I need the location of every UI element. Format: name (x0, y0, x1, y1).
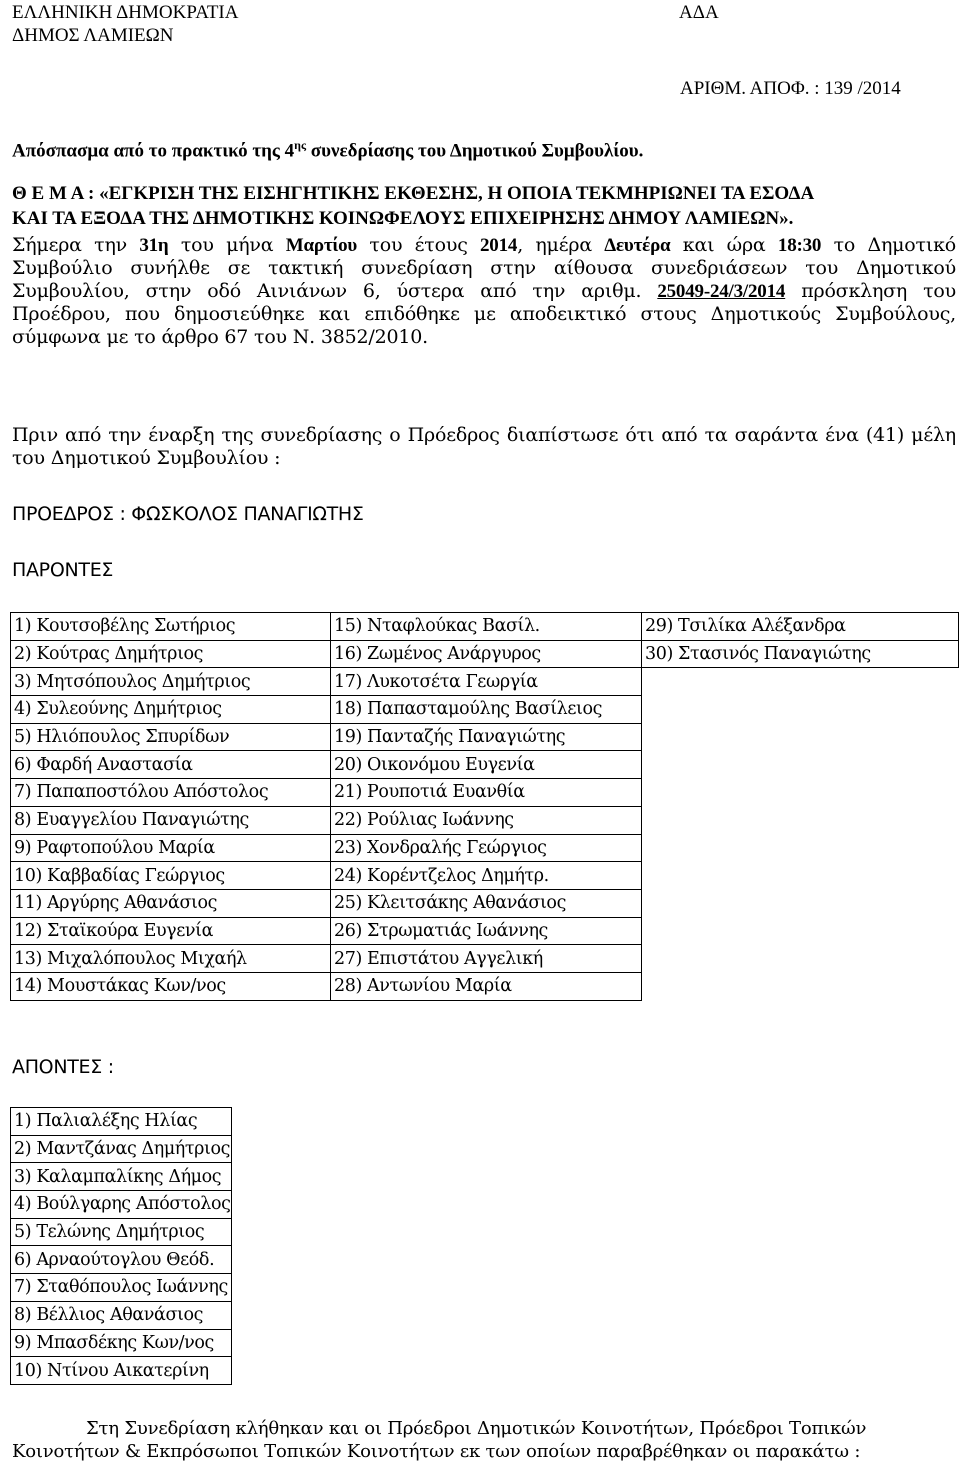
present-member-cell (642, 668, 959, 696)
ada-label: ΑΔΑ (679, 2, 719, 23)
present-member-cell: 17) Λυκοτσέτα Γεωργία (331, 668, 642, 696)
present-member-cell: 18) Παπασταμούλης Βασίλειος (331, 696, 642, 724)
present-member-cell: 26) Στρωματιάς Ιωάννης (331, 917, 642, 945)
excerpt-rest: συνεδρίασης του Δημοτικού Συμβουλίου. (310, 140, 644, 162)
absent-member-cell: 9) Μπασδέκης Κων/νος (11, 1329, 232, 1357)
footer-line-2: Κοινοτήτων & Εκπρόσωποι Τοπικών Κοινοτήτων εκ των οποίων παραβρέθηκαν οι παρακάτω : (12, 1441, 861, 1462)
present-member-cell: 12) Σταϊκούρα Ευγενία (11, 917, 331, 945)
quorum-paragraph (12, 424, 956, 470)
present-member-cell: 30) Στασινός Παναγιώτης (642, 640, 959, 668)
footer-line-1: Στη Συνεδρίαση κλήθηκαν και οι Πρόεδροι Δημοτικών Κοινοτήτων, Πρόεδροι Τοπικών (86, 1418, 867, 1439)
subject-line-2: ΚΑΙ ΤΑ ΕΞΟΔΑ ΤΗΣ ΔΗΜΟΤΙΚΗΣ ΚΟΙΝΩΦΕΛΟΥΣ ΕΠΙΧΕΙΡΗΣΗΣ ΔΗΜΟΥ ΛΑΜΙΕΩΝ». (12, 208, 794, 229)
present-row (11, 862, 959, 890)
present-member-cell: 2) Κούτρας Δημήτριος (11, 640, 331, 668)
quorum-line-2: του Δημοτικού Συμβουλίου : (12, 447, 281, 469)
present-row (11, 834, 959, 862)
absent-member-cell: 10) Ντίνου Αικατερίνη (11, 1357, 232, 1385)
present-member-cell: 14) Μουστάκας Κων/νος (11, 972, 331, 1000)
president-line: ΠΡΟΕΔΡΟΣ : ΦΩΣΚΟΛΟΣ ΠΑΝΑΓΙΩΤΗΣ (12, 503, 364, 525)
present-member-cell: 10) Καββαδίας Γεώργιος (11, 862, 331, 890)
present-member-cell: 28) Αντωνίου Μαρία (331, 972, 642, 1000)
present-row (11, 640, 959, 668)
intro-paragraph (12, 234, 956, 349)
intro-line-1: Σήμερα την 31η του μήνα Μαρτίου του έτους 2014, ημέρα Δευτέρα και ώρα 18:30 το Δημοτικό (12, 234, 957, 256)
present-member-cell: 21) Ρουποτιά Ευανθία (331, 779, 642, 807)
quorum-line-1: Πριν από την έναρξη της συνεδρίασης ο Πρόεδρος διαπίστωσε ότι από τα σαράντα ένα (41) μέλη (12, 424, 956, 446)
present-row (11, 889, 959, 917)
absent-member-cell: 3) Καλαμπαλίκης Δήμος (11, 1163, 232, 1191)
present-member-cell: 29) Τσιλίκα Αλέξανδρα (642, 613, 959, 641)
present-row (11, 723, 959, 751)
present-row (11, 696, 959, 724)
present-member-cell (642, 834, 959, 862)
absent-member-cell: 7) Σταθόπουλος Ιωάννης (11, 1274, 232, 1302)
excerpt-line (12, 134, 643, 162)
absent-row (11, 1108, 232, 1136)
present-row (11, 613, 959, 641)
present-members-table (10, 612, 959, 1001)
absent-member-cell: 1) Παλιαλέξης Ηλίας (11, 1108, 232, 1136)
absent-row (11, 1163, 232, 1191)
absent-member-cell: 5) Τελώνης Δημήτριος (11, 1218, 232, 1246)
present-member-cell: 6) Φαρδή Αναστασία (11, 751, 331, 779)
present-row (11, 779, 959, 807)
intro-line-4: Προέδρου, που δημοσιεύθηκε και επιδόθηκε με αποδεικτικό στους Δημοτικούς Συμβούλους, (12, 303, 956, 325)
present-member-cell (642, 723, 959, 751)
absent-member-cell: 6) Αρναούτογλου Θεόδ. (11, 1246, 232, 1274)
present-member-cell: 27) Επιστάτου Αγγελική (331, 945, 642, 973)
invitation-number: 25049-24/3/2014 (657, 281, 786, 302)
session-number: 4 (284, 140, 295, 162)
present-row (11, 917, 959, 945)
present-member-cell: 8) Ευαγγελίου Παναγιώτης (11, 806, 331, 834)
present-member-cell: 9) Ραφτοπούλου Μαρία (11, 834, 331, 862)
municipality-title: ΔΗΜΟΣ ΛΑΜΙΕΩΝ (12, 25, 174, 46)
absent-row (11, 1301, 232, 1329)
decision-number-line (680, 78, 901, 100)
absent-row (11, 1135, 232, 1163)
republic-title: ΕΛΛΗΝΙΚΗ ΔΗΜΟΚΡΑΤΙΑ (12, 2, 239, 23)
present-member-cell: 16) Ζωμένος Ανάργυρος (331, 640, 642, 668)
intro-line-3: Συμβουλίου, στην οδό Αινιάνων 6, ύστερα από την αριθμ. 25049-24/3/2014 πρόσκληση του (12, 280, 956, 302)
present-member-cell: 5) Ηλιόπουλος Σπυρίδων (11, 723, 331, 751)
present-member-cell (642, 751, 959, 779)
meeting-day: 31η (139, 235, 169, 256)
present-member-cell (642, 972, 959, 1000)
present-member-cell (642, 889, 959, 917)
present-member-cell: 20) Οικονόμου Ευγενία (331, 751, 642, 779)
present-row (11, 972, 959, 1000)
present-member-cell (642, 806, 959, 834)
present-member-cell: 3) Μητσόπουλος Δημήτριος (11, 668, 331, 696)
decision-number: 139 /2014 (824, 78, 901, 99)
absent-member-cell: 8) Βέλλιος Αθανάσιος (11, 1301, 232, 1329)
present-heading: ΠΑΡΟΝΤΕΣ (12, 559, 114, 581)
present-member-cell: 15) Νταφλούκας Βασίλ. (331, 613, 642, 641)
absent-row (11, 1274, 232, 1302)
absent-row (11, 1218, 232, 1246)
present-member-cell (642, 779, 959, 807)
present-row (11, 751, 959, 779)
present-member-cell (642, 696, 959, 724)
absent-heading: ΑΠΟΝΤΕΣ : (12, 1056, 114, 1078)
present-member-cell: 23) Χονδραλής Γεώργιος (331, 834, 642, 862)
present-member-cell: 1) Κουτσοβέλης Σωτήριος (11, 613, 331, 641)
present-member-cell: 22) Ρούλιας Ιωάννης (331, 806, 642, 834)
intro-line-5: σύμφωνα με το άρθρο 67 του Ν. 3852/2010. (12, 326, 429, 348)
present-member-cell (642, 917, 959, 945)
present-member-cell: 25) Κλειτσάκης Αθανάσιος (331, 889, 642, 917)
present-member-cell (642, 945, 959, 973)
subject-line-1: Θ Ε Μ Α : «ΕΓΚΡΙΣΗ ΤΗΣ ΕΙΣΗΓΗΤΙΚΗΣ ΕΚΘΕΣΗΣ, Η ΟΠΟΙΑ ΤΕΚΜΗΡΙΩΝΕΙ ΤΑ ΕΣΟΔΑ (12, 183, 815, 204)
meeting-time: 18:30 (777, 235, 822, 256)
present-member-cell (642, 862, 959, 890)
present-member-cell: 19) Πανταζής Παναγιώτης (331, 723, 642, 751)
present-member-cell: 13) Μιχαλόπουλος Μιχαήλ (11, 945, 331, 973)
meeting-weekday: Δευτέρα (604, 235, 671, 256)
present-member-cell: 11) Αργύρης Αθανάσιος (11, 889, 331, 917)
absent-member-cell: 4) Βούλγαρης Απόστολος (11, 1191, 232, 1219)
session-suffix: ης (294, 138, 307, 152)
absent-members-table (10, 1107, 232, 1385)
decision-label: ΑΡΙΘΜ. ΑΠΟΦ. : (680, 78, 820, 99)
excerpt-prefix: Απόσπασμα από το πρακτικό της (12, 140, 280, 162)
present-member-cell: 4) Συλεούνης Δημήτριος (11, 696, 331, 724)
intro-line-2: Συμβούλιο συνήλθε σε τακτική συνεδρίαση στην αίθουσα συνεδριάσεων του Δημοτικού (12, 257, 956, 279)
meeting-year: 2014 (480, 235, 518, 256)
present-row (11, 945, 959, 973)
present-member-cell: 24) Κορέντζελος Δημήτρ. (331, 862, 642, 890)
absent-row (11, 1191, 232, 1219)
absent-row (11, 1246, 232, 1274)
absent-member-cell: 2) Μαντζάνας Δημήτριος (11, 1135, 232, 1163)
absent-row (11, 1357, 232, 1385)
present-row (11, 668, 959, 696)
meeting-month: Μαρτίου (285, 235, 358, 256)
present-member-cell: 7) Παπαποστόλου Απόστολος (11, 779, 331, 807)
present-row (11, 806, 959, 834)
absent-row (11, 1329, 232, 1357)
